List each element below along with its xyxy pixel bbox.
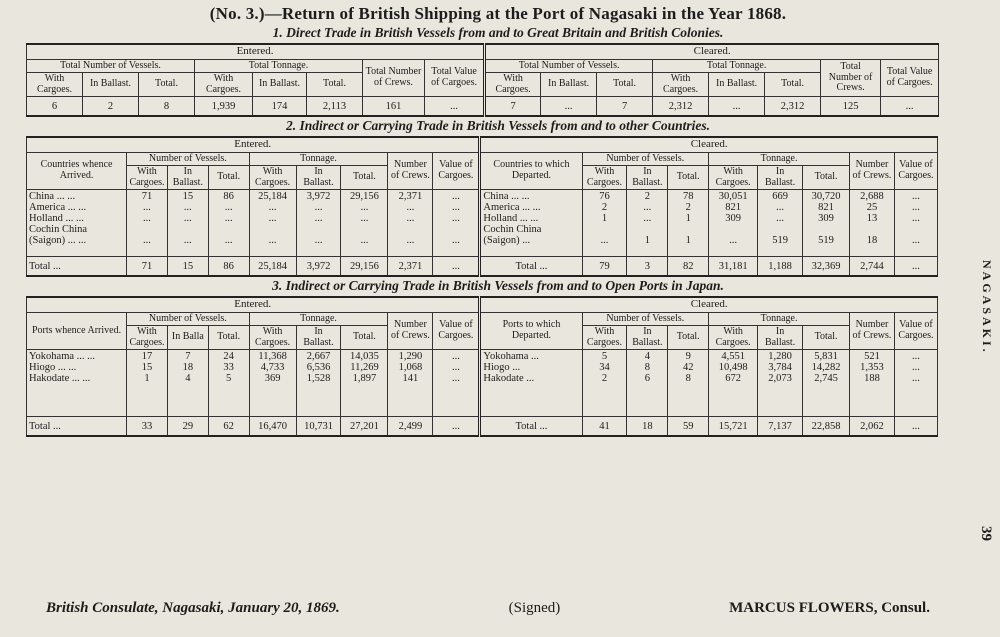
s1-e-ton-total: Total.: [307, 73, 363, 97]
table-cell: 2 ... ... 1: [627, 190, 668, 257]
s1-entered-header: Entered.: [27, 44, 485, 59]
page-number: 39: [978, 526, 994, 541]
s3-e-value-cargoes: Value of Cargoes.: [433, 312, 480, 350]
table-cell: 15: [167, 257, 208, 277]
table-cell: 24 33 5: [208, 350, 249, 417]
table-cell: 2,062: [850, 417, 895, 437]
s2-e-ton-total: Total.: [341, 166, 388, 190]
table-cell: 125: [821, 97, 881, 117]
s1-e-total-vessels: Total Number of Vessels.: [27, 59, 195, 73]
table-cell: 86 ... ... ...: [208, 190, 249, 257]
table-cell: 25,184 ... ... ...: [249, 190, 296, 257]
table-cell: 2: [83, 97, 139, 117]
s2-c-in-ballast: In Ballast.: [627, 166, 668, 190]
s2-entered-header: Entered.: [27, 137, 480, 152]
table-cell: 2,667 6,536 1,528: [296, 350, 341, 417]
table-cell: 2,499: [388, 417, 433, 437]
s1-c-total-vessels: Total Number of Vessels.: [485, 59, 653, 73]
table-cell: ...: [433, 417, 480, 437]
table-cell: 27,201: [341, 417, 388, 437]
table-cell: ...: [894, 257, 937, 277]
table-cell: 11,368 4,733 369: [249, 350, 296, 417]
consulate-dateline: British Consulate, Nagasaki, January 20, 1869.: [46, 600, 340, 616]
table-cell: 2,371 ... ... ...: [388, 190, 433, 257]
table-cell: 78 2 1 1: [668, 190, 709, 257]
s2-e-ton-with-cargoes: With Cargoes.: [249, 166, 296, 190]
table-cell: 6: [27, 97, 83, 117]
table-cell: 2,688 25 13 18: [850, 190, 895, 257]
table-cell: 2,744: [850, 257, 895, 277]
s3-c-with-cargoes: With Cargoes.: [582, 326, 627, 350]
table-cell: 29,156: [341, 257, 388, 277]
table-cell: 7: [597, 97, 653, 117]
s3-c-number-vessels: Number of Vessels.: [582, 312, 709, 326]
s2-cleared-header: Cleared.: [480, 137, 938, 152]
s3-e-with-cargoes: With Cargoes.: [127, 326, 168, 350]
table-cell: 79: [582, 257, 627, 277]
s2-c-number-crews: Number of Crews.: [850, 152, 895, 190]
s2-countries-arrived: Countries whence Arrived.: [27, 152, 127, 190]
table-cell: ... ... ...: [433, 350, 480, 417]
s3-entered-ports: Yokohama ... ... Hiogo ... ... Hakodate ... ...: [27, 350, 127, 417]
section-3-table: [26, 296, 938, 437]
s2-c-ton-total: Total.: [803, 166, 850, 190]
s1-c-ton-with-cargoes: With Cargoes.: [653, 73, 709, 97]
s2-cleared-countries: China ... ... America ... ... Holland ... ... Cochin China (Saigon) ...: [480, 190, 582, 257]
table-cell: 32,369: [803, 257, 850, 277]
table-cell: 1,290 1,068 141: [388, 350, 433, 417]
s1-e-total-tonnage: Total Tonnage.: [195, 59, 363, 73]
section-1-table: [26, 43, 939, 117]
table-cell: ...: [541, 97, 597, 117]
s3-total-row: [27, 417, 938, 437]
s3-e-ton-with-cargoes: With Cargoes.: [249, 326, 296, 350]
s1-e-ton-with-cargoes: With Cargoes.: [195, 73, 253, 97]
table-cell: ... ... ... ...: [433, 190, 480, 257]
table-cell: 10,731: [296, 417, 341, 437]
table-cell: 71 ... ... ...: [127, 190, 168, 257]
table-cell: 76 2 1 ...: [582, 190, 627, 257]
side-running-head: NAGASAKI.: [980, 260, 994, 355]
s2-c-total: Total.: [668, 166, 709, 190]
s3-c-number-crews: Number of Crews.: [850, 312, 895, 350]
table-cell: 25,184: [249, 257, 296, 277]
section-1-heading: 1. Direct Trade in British Vessels from and to Great Britain and British Colonies.: [272, 25, 724, 40]
table-cell: 1,939: [195, 97, 253, 117]
table-cell: 669 ... ... 519: [758, 190, 803, 257]
table-cell: 16,470: [249, 417, 296, 437]
table-cell: 7,137: [758, 417, 803, 437]
s2-e-total: Total.: [208, 166, 249, 190]
s2-e-tonnage: Tonnage.: [249, 152, 388, 166]
s3-ports-arrived: Ports whence Arrived.: [27, 312, 127, 350]
table-cell: 2,312: [765, 97, 821, 117]
page-title: (No. 3.)—Return of British Shipping at the Port of Nagasaki in the Year 1868.: [209, 4, 787, 23]
s3-e-ton-in-ballast: In Ballast.: [296, 326, 341, 350]
s1-c-total-crews: Total Number of Crews.: [821, 59, 881, 97]
table-cell: 86: [208, 257, 249, 277]
table-cell: 161: [363, 97, 425, 117]
table-cell: 71: [127, 257, 168, 277]
s1-e-total-value: Total Value of Cargoes.: [425, 59, 485, 97]
s3-c-tonnage: Tonnage.: [709, 312, 850, 326]
s1-c-total-tonnage: Total Tonnage.: [653, 59, 821, 73]
table-cell: ...: [881, 97, 939, 117]
s3-cleared-ports: Yokohama ... Hiogo ... Hakodate ...: [480, 350, 582, 417]
s1-e-total-crews: Total Number of Crews.: [363, 59, 425, 97]
table-cell: 8: [139, 97, 195, 117]
s3-e-ton-total: Total.: [341, 326, 388, 350]
s2-c-with-cargoes: With Cargoes.: [582, 166, 627, 190]
section-2-heading: 2. Indirect or Carrying Trade in British Vessels from and to other Countries.: [285, 118, 711, 134]
s1-data-row: [27, 97, 939, 117]
table-cell: 15,721: [709, 417, 758, 437]
s1-e-with-cargoes: With Cargoes.: [27, 73, 83, 97]
s3-e-number-vessels: Number of Vessels.: [127, 312, 250, 326]
s2-e-with-cargoes: With Cargoes.: [127, 166, 168, 190]
s1-e-ton-in-ballast: In Ballast.: [253, 73, 307, 97]
table-cell: 3: [627, 257, 668, 277]
table-cell: 15 ... ... ...: [167, 190, 208, 257]
table-cell: 7 18 4: [167, 350, 208, 417]
table-cell: 2,371: [388, 257, 433, 277]
s3-e-tonnage: Tonnage.: [249, 312, 388, 326]
s1-c-ton-in-ballast: In Ballast.: [709, 73, 765, 97]
table-cell: 3,972 ... ... ...: [296, 190, 341, 257]
table-cell: 9 42 8: [668, 350, 709, 417]
s2-e-value-cargoes: Value of Cargoes.: [433, 152, 480, 190]
table-cell: 30,720 821 309 519: [803, 190, 850, 257]
table-cell: 1,280 3,784 2,073: [758, 350, 803, 417]
table-cell: 5,831 14,282 2,745: [803, 350, 850, 417]
table-cell: 31,181: [709, 257, 758, 277]
table-cell: 4 8 6: [627, 350, 668, 417]
s3-c-ton-total: Total.: [803, 326, 850, 350]
table-cell: 14,035 11,269 1,897: [341, 350, 388, 417]
signature-footer: [46, 600, 930, 617]
table-cell: 62: [208, 417, 249, 437]
table-cell: ... ... ...: [894, 350, 937, 417]
table-cell: 59: [668, 417, 709, 437]
s2-c-value-cargoes: Value of Cargoes.: [894, 152, 937, 190]
table-cell: 3,972: [296, 257, 341, 277]
total-label: Total ...: [27, 417, 127, 437]
section-3-heading: 3. Indirect or Carrying Trade in British Vessels from and to Open Ports in Japan.: [272, 278, 724, 294]
table-cell: 82: [668, 257, 709, 277]
table-cell: 2,312: [653, 97, 709, 117]
s3-e-in-ballast: In Balla: [167, 326, 208, 350]
s1-cleared-header: Cleared.: [485, 44, 939, 59]
section-2-table: [26, 136, 938, 277]
total-label: Total ...: [480, 257, 582, 277]
table-cell: ...: [433, 257, 480, 277]
s3-ports-departed: Ports to which Departed.: [480, 312, 582, 350]
table-cell: 33: [127, 417, 168, 437]
table-cell: 1,188: [758, 257, 803, 277]
table-cell: 521 1,353 188: [850, 350, 895, 417]
s1-c-total: Total.: [597, 73, 653, 97]
s2-c-ton-with-cargoes: With Cargoes.: [709, 166, 758, 190]
s3-c-ton-with-cargoes: With Cargoes.: [709, 326, 758, 350]
s2-e-in-ballast: In Ballast.: [167, 166, 208, 190]
total-label: Total ...: [480, 417, 582, 437]
s1-c-total-value: Total Value of Cargoes.: [881, 59, 939, 97]
table-cell: 7: [485, 97, 541, 117]
s2-c-number-vessels: Number of Vessels.: [582, 152, 709, 166]
table-cell: 29: [167, 417, 208, 437]
s2-total-row: [27, 257, 938, 277]
s1-c-in-ballast: In Ballast.: [541, 73, 597, 97]
s1-c-ton-total: Total.: [765, 73, 821, 97]
table-cell: ...: [425, 97, 485, 117]
s2-c-ton-in-ballast: In Ballast.: [758, 166, 803, 190]
table-cell: 174: [253, 97, 307, 117]
table-cell: 18: [627, 417, 668, 437]
table-cell: 22,858: [803, 417, 850, 437]
s1-c-with-cargoes: With Cargoes.: [485, 73, 541, 97]
s3-c-in-ballast: In Ballast.: [627, 326, 668, 350]
s3-c-total: Total.: [668, 326, 709, 350]
table-cell: 2,113: [307, 97, 363, 117]
s2-entered-countries: China ... ... America ... ... Holland ... ... Cochin China (Saigon) ... ...: [27, 190, 127, 257]
table-cell: 41: [582, 417, 627, 437]
s3-c-ton-in-ballast: In Ballast.: [758, 326, 803, 350]
s3-e-number-crews: Number of Crews.: [388, 312, 433, 350]
s3-entered-header: Entered.: [27, 297, 480, 312]
table-cell: 29,156 ... ... ...: [341, 190, 388, 257]
s2-c-tonnage: Tonnage.: [709, 152, 850, 166]
table-cell: 30,051 821 309 ...: [709, 190, 758, 257]
s1-e-in-ballast: In Ballast.: [83, 73, 139, 97]
s2-e-number-crews: Number of Crews.: [388, 152, 433, 190]
table-cell: ...: [709, 97, 765, 117]
table-cell: 5 34 2: [582, 350, 627, 417]
s2-countries-departed: Countries to which Departed.: [480, 152, 582, 190]
total-label: Total ...: [27, 257, 127, 277]
consul-signature: MARCUS FLOWERS, Consul.: [729, 600, 930, 616]
s3-c-value-cargoes: Value of Cargoes.: [894, 312, 937, 350]
s3-cleared-header: Cleared.: [480, 297, 938, 312]
signed-label: (Signed): [508, 600, 561, 616]
s2-e-number-vessels: Number of Vessels.: [127, 152, 250, 166]
s3-data-row: [27, 350, 938, 417]
s2-e-ton-in-ballast: In Ballast.: [296, 166, 341, 190]
table-cell: ... ... ... ...: [894, 190, 937, 257]
table-cell: 17 15 1: [127, 350, 168, 417]
s3-e-total: Total.: [208, 326, 249, 350]
table-cell: ...: [894, 417, 937, 437]
s1-e-total: Total.: [139, 73, 195, 97]
table-cell: 4,551 10,498 672: [709, 350, 758, 417]
s2-data-row: [27, 190, 938, 257]
